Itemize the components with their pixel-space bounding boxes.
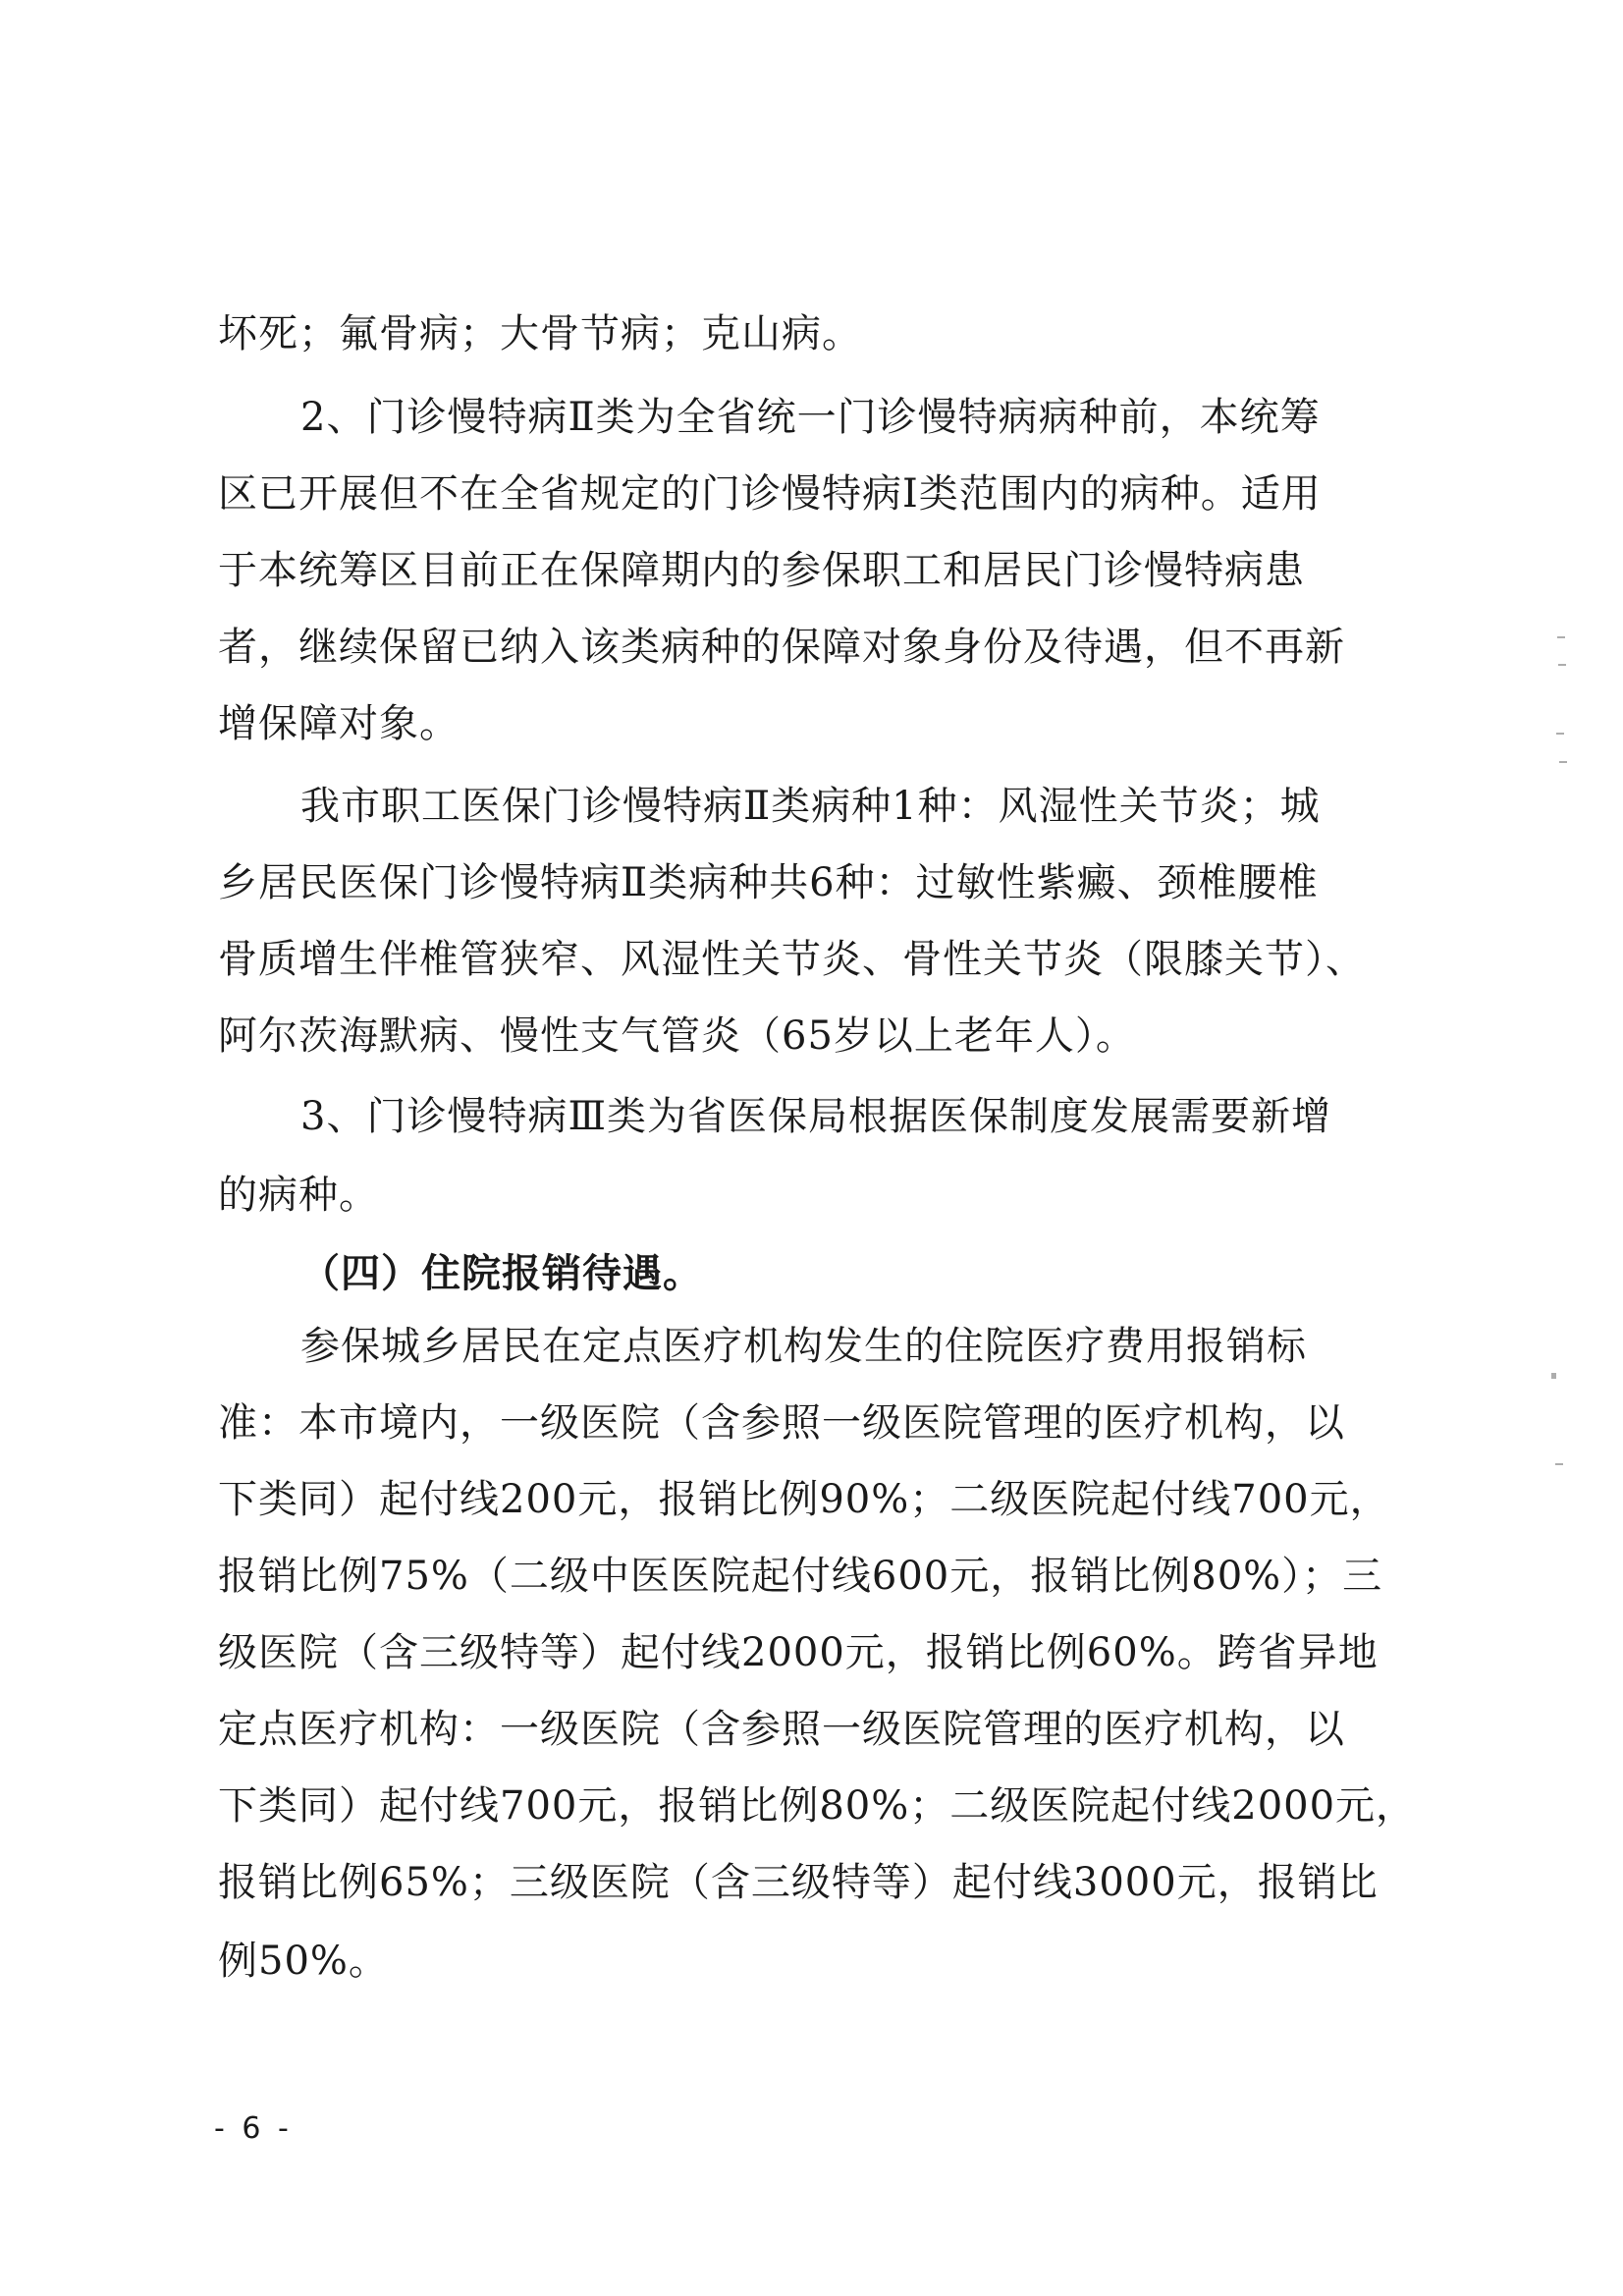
scan-mark-4 [1559,761,1567,763]
text-line-20: 下类同）起付线700元，报销比例80%；二级医院起付线2000元， [218,1783,1417,1829]
text-line-18: 级医院（含三级特等）起付线2000元，报销比例60%。跨省异地 [218,1630,1379,1675]
scan-mark-1 [1557,636,1565,638]
text-line-7: 我市职工医保门诊慢特病Ⅱ类病种1种：风湿性关节炎；城 [300,784,1321,829]
section-heading: （四）住院报销待遇。 [300,1250,703,1296]
text-line-19: 定点医疗机构：一级医院（含参照一级医院管理的医疗机构，以 [218,1707,1345,1752]
text-line-8: 乡居民医保门诊慢特病Ⅱ类病种共6种：过敏性紫癜、颈椎腰椎 [218,860,1319,905]
text-line-1: 坏死；氟骨病；大骨节病；克山病。 [218,311,862,356]
scan-mark-6 [1555,1463,1563,1465]
text-line-4: 于本统筹区目前正在保障期内的参保职工和居民门诊慢特病患 [218,548,1305,593]
scan-mark-5 [1551,1373,1556,1379]
text-line-21: 报销比例65%；三级医院（含三级特等）起付线3000元，报销比 [218,1860,1379,1905]
scan-mark-3 [1556,733,1564,735]
text-line-17: 报销比例75%（二级中医医院起付线600元，报销比例80%）；三 [218,1554,1383,1599]
scan-mark-2 [1558,664,1566,666]
text-line-6: 增保障对象。 [218,701,460,746]
text-line-9: 骨质增生伴椎管狭窄、风湿性关节炎、骨性关节炎（限膝关节）、 [218,937,1366,982]
text-line-10: 阿尔茨海默病、慢性支气管炎（65岁以上老年人）。 [218,1013,1136,1059]
text-line-16: 下类同）起付线200元，报销比例90%；二级医院起付线700元， [218,1477,1390,1522]
text-line-22: 例50%。 [218,1939,389,1984]
text-line-5: 者，继续保留已纳入该类病种的保障对象身份及待遇，但不再新 [218,625,1345,670]
page-number: - 6 - [214,2111,293,2146]
text-line-15: 准：本市境内，一级医院（含参照一级医院管理的医疗机构，以 [218,1400,1345,1446]
text-line-2: 2、门诊慢特病Ⅱ类为全省统一门诊慢特病病种前，本统筹 [300,395,1321,440]
text-line-12: 的病种。 [218,1173,379,1218]
text-line-14: 参保城乡居民在定点医疗机构发生的住院医疗费用报销标 [300,1324,1307,1369]
text-line-11: 3、门诊慢特病Ⅲ类为省医保局根据医保制度发展需要新增 [300,1094,1332,1139]
text-line-3: 区已开展但不在全省规定的门诊慢特病Ⅰ类范围内的病种。适用 [218,471,1322,517]
